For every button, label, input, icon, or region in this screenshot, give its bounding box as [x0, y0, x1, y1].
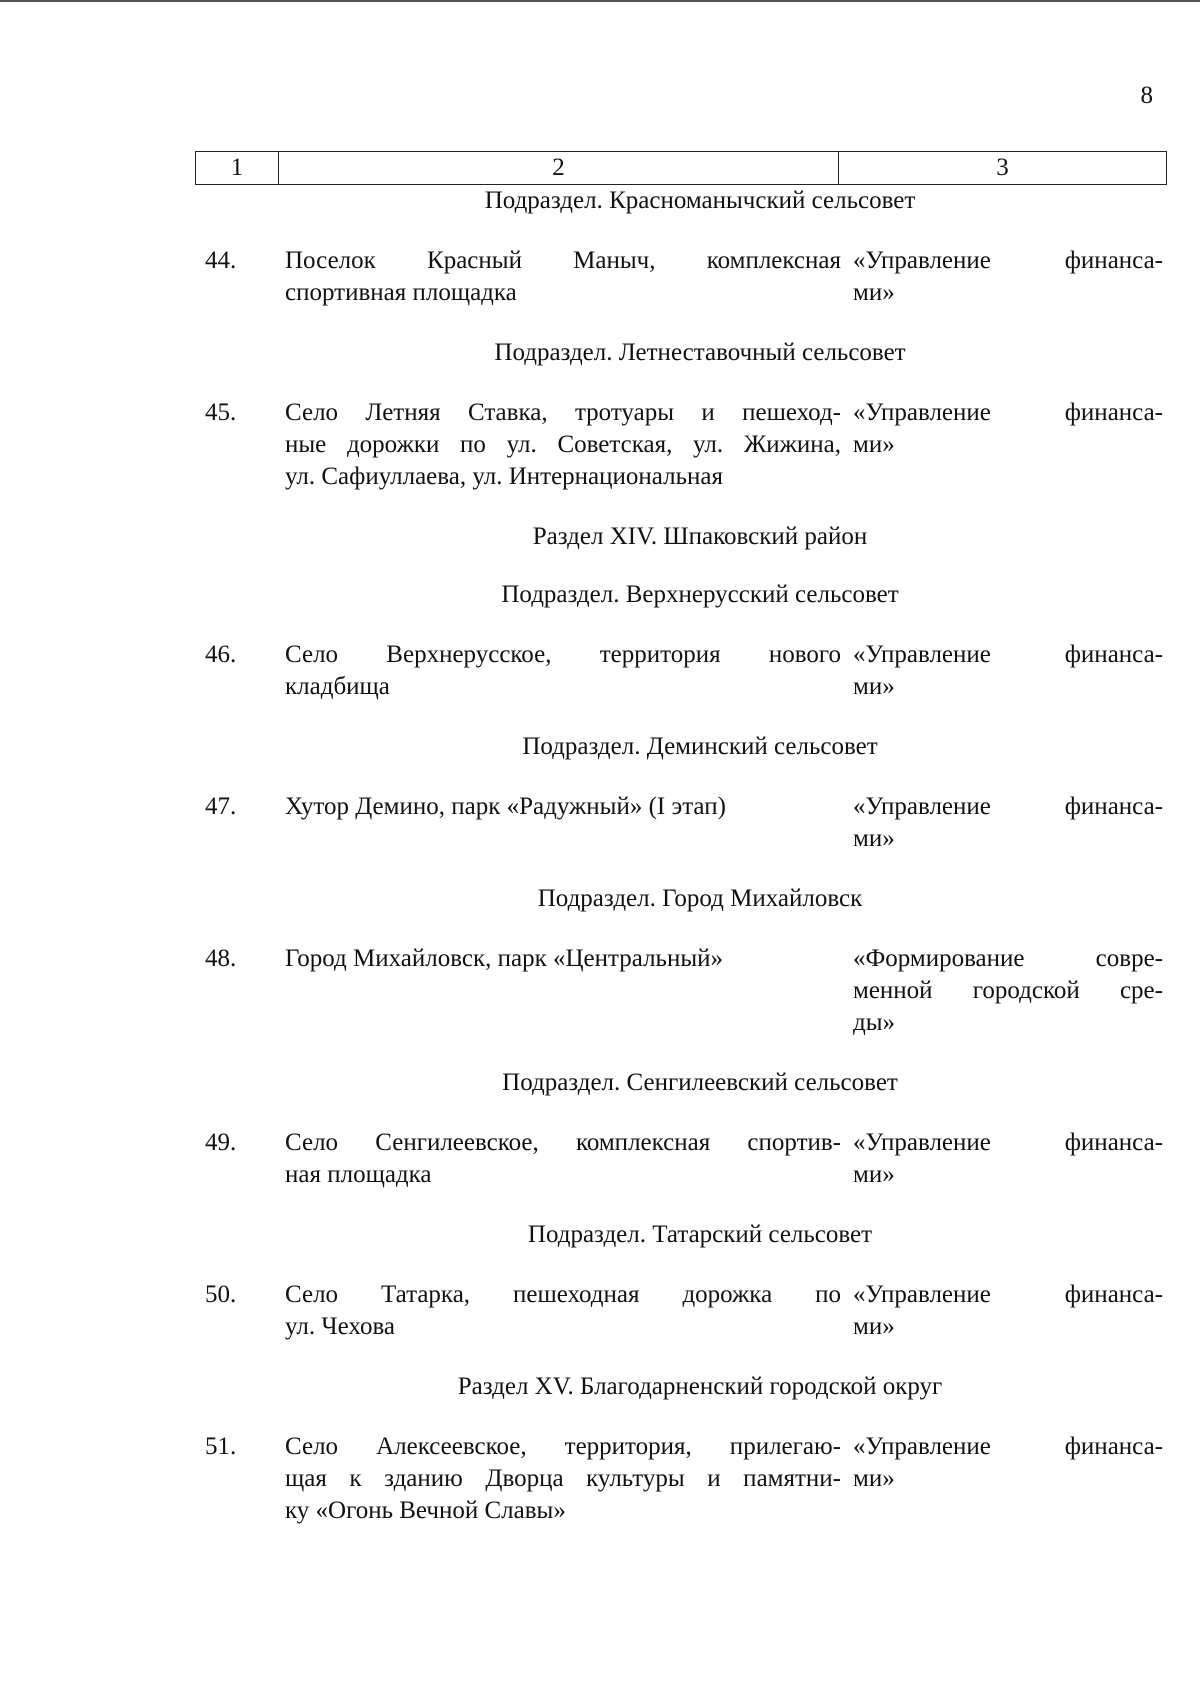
column-header-1: 1 — [196, 152, 279, 184]
program-word: финанса- — [1064, 1281, 1163, 1308]
entry-object-name — [285, 639, 841, 703]
entry-program-line — [853, 245, 1163, 277]
program-word: «Управление — [853, 1129, 991, 1156]
subsection-heading: Подраздел. Верхнерусский сельсовет — [501, 581, 899, 608]
entry-object-name — [285, 791, 841, 855]
column-header-2: 2 — [279, 152, 839, 184]
entry-program-line — [853, 671, 1163, 703]
program-word: ми» — [853, 431, 895, 458]
program-word: финанса- — [1064, 399, 1163, 426]
program-word: ми» — [853, 279, 895, 306]
entry-program-name — [853, 791, 1163, 855]
program-word: ми» — [853, 673, 895, 700]
program-word: «Управление — [853, 1433, 991, 1460]
entry-object-line: ная площадка — [285, 1161, 432, 1188]
table-row — [205, 1127, 1165, 1191]
entry-program-line — [853, 975, 1163, 1007]
top-border-line — [0, 0, 1200, 2]
entry-object-line: спортивная площадка — [285, 279, 517, 306]
section-heading: Раздел XIV. Шпаковский район — [532, 523, 868, 550]
program-word: «Формирование — [853, 945, 1025, 972]
entry-program-line — [853, 823, 1163, 855]
table-row — [205, 1431, 1165, 1527]
entry-program-line — [853, 1007, 1163, 1039]
entry-number: 51. — [205, 1433, 237, 1460]
entry-object-line: ные дорожки по ул. Советская, ул. Жижина, — [285, 431, 841, 458]
program-word: совре- — [1095, 945, 1163, 972]
entry-object-line: Хутор Демино, парк «Радужный» (I этап) — [285, 793, 726, 820]
entry-number: 50. — [205, 1281, 237, 1308]
table-row — [205, 397, 1165, 493]
entry-program-line — [853, 1431, 1163, 1463]
entry-program-line — [853, 1279, 1163, 1311]
program-word: менной — [853, 977, 933, 1004]
program-word: «Управление — [853, 1281, 991, 1308]
column-header-table — [195, 151, 1167, 185]
entry-program-name — [853, 943, 1163, 1039]
entry-program-line — [853, 791, 1163, 823]
entry-object-line: Село Верхнерусское, территория нового — [285, 641, 841, 668]
program-word: финанса- — [1064, 793, 1163, 820]
table-row — [205, 639, 1165, 703]
program-word: финанса- — [1064, 641, 1163, 668]
subsection-heading: Подраздел. Летнеставочный сельсовет — [494, 339, 906, 366]
entry-program-name — [853, 639, 1163, 703]
subsection-heading: Подраздел. Деминский сельсовет — [522, 733, 878, 760]
entry-number: 44. — [205, 247, 237, 274]
program-word: финанса- — [1064, 247, 1163, 274]
entry-number: 47. — [205, 793, 237, 820]
entry-program-name — [853, 1431, 1163, 1527]
entry-number: 49. — [205, 1129, 237, 1156]
entry-object-name — [285, 1279, 841, 1343]
subsection-heading: Подраздел. Татарский сельсовет — [527, 1221, 873, 1248]
table-row — [205, 245, 1165, 309]
entry-object-name — [285, 397, 841, 493]
entry-number: 45. — [205, 399, 237, 426]
program-word: «Управление — [853, 399, 991, 426]
entry-program-line — [853, 1159, 1163, 1191]
entry-object-line: Село Летняя Ставка, тротуары и пешеход- — [285, 399, 841, 426]
subsection-heading: Подраздел. Красноманычский сельсовет — [484, 187, 916, 214]
program-word: ми» — [853, 1161, 895, 1188]
entry-program-line — [853, 639, 1163, 671]
program-word: финанса- — [1064, 1129, 1163, 1156]
program-word: городской — [972, 977, 1080, 1004]
program-word: «Управление — [853, 641, 991, 668]
entry-object-line: Село Алексеевское, территория, прилегаю- — [285, 1433, 841, 1460]
entry-object-line: Поселок Красный Маныч, комплексная — [285, 247, 841, 274]
program-word: ми» — [853, 1313, 895, 1340]
table-row — [205, 943, 1165, 1039]
entry-object-name — [285, 245, 841, 309]
entry-object-name — [285, 1127, 841, 1191]
entry-program-name — [853, 1127, 1163, 1191]
entry-object-line: кладбища — [285, 673, 390, 700]
subsection-heading: Подраздел. Сенгилеевский сельсовет — [502, 1069, 898, 1096]
page-number: 8 — [1140, 82, 1153, 109]
subsection-heading: Подраздел. Город Михайловск — [537, 885, 863, 912]
entry-program-line — [853, 1463, 1163, 1495]
entry-program-name — [853, 245, 1163, 309]
entry-program-line — [853, 397, 1163, 429]
program-word: «Управление — [853, 793, 991, 820]
entry-program-line — [853, 277, 1163, 309]
entry-object-line: ул. Сафиуллаева, ул. Интернациональная — [285, 463, 723, 490]
program-word: ми» — [853, 1465, 895, 1492]
program-word: финанса- — [1064, 1433, 1163, 1460]
program-word: сре- — [1119, 977, 1163, 1004]
entry-program-line — [853, 1311, 1163, 1343]
entry-number: 48. — [205, 945, 237, 972]
program-word: ми» — [853, 825, 895, 852]
entry-object-line: ул. Чехова — [285, 1313, 396, 1340]
entry-program-line — [853, 429, 1163, 461]
document-body — [205, 185, 1165, 1555]
entry-object-line: ку «Огонь Вечной Славы» — [285, 1497, 566, 1524]
entry-program-line — [853, 1127, 1163, 1159]
table-row — [205, 1279, 1165, 1343]
entry-object-line: щая к зданию Дворца культуры и памятни- — [285, 1465, 841, 1492]
entry-program-name — [853, 1279, 1163, 1343]
table-row — [205, 791, 1165, 855]
entry-program-name — [853, 397, 1163, 493]
entry-object-line: Село Сенгилеевское, комплексная спортив- — [285, 1129, 841, 1156]
entry-object-name — [285, 943, 841, 1039]
entry-object-name — [285, 1431, 841, 1527]
column-header-3: 3 — [996, 154, 1009, 181]
section-heading: Раздел XV. Благодарненский городской округ — [457, 1373, 943, 1400]
program-word: «Управление — [853, 247, 991, 274]
entry-object-line: Город Михайловск, парк «Центральный» — [285, 945, 724, 972]
program-word: ды» — [853, 1009, 896, 1036]
entry-number: 46. — [205, 641, 237, 668]
entry-object-line: Село Татарка, пешеходная дорожка по — [285, 1281, 841, 1308]
entry-program-line — [853, 943, 1163, 975]
